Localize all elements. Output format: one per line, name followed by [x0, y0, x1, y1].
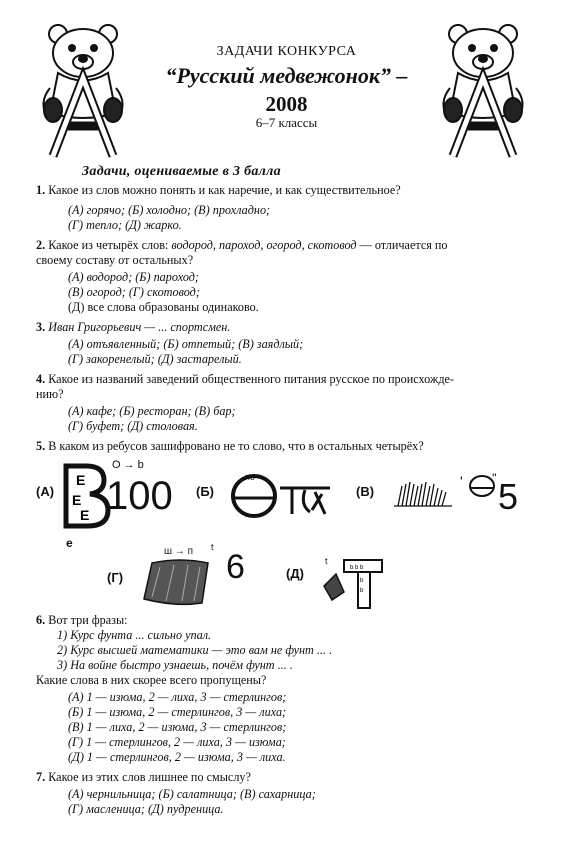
- rebus-a-label: (А): [36, 484, 55, 499]
- q2-options-line2: [68, 285, 200, 300]
- rebus-d-label: (Д): [286, 566, 304, 581]
- question-2-line2: своему составу от остальных?: [36, 253, 194, 267]
- rebus-g-number: 6: [226, 548, 245, 586]
- options-text: (Г) закоренелый; (Д) застарелый.: [68, 352, 242, 366]
- question-2: [36, 238, 531, 253]
- q6-option-v: [68, 720, 286, 735]
- contest-name: “Русский медвежонок” –: [165, 63, 408, 88]
- rebus-g-small-letter: е: [66, 536, 73, 550]
- svg-text:': ': [460, 473, 463, 489]
- question-number: 5.: [36, 439, 46, 453]
- options-text: (Г) масленица; (Д) пудреница.: [68, 802, 224, 816]
- options-text: (А) чернильница; (Б) салатница; (В) сахарница;: [68, 787, 316, 801]
- question-text: Какое из этих слов лишнее по смыслу?: [48, 770, 251, 784]
- q4-options-line2: [68, 419, 198, 434]
- rebus-v-label: (В): [356, 484, 375, 499]
- question-6-part2: Какие слова в них скорее всего пропущены?: [36, 673, 267, 687]
- svg-text:E: E: [80, 507, 90, 523]
- rebus-v-comb-icon: [392, 478, 462, 508]
- options-text: (Д) 1 — стерлингов, 2 — изюма, 3 — лиха.: [68, 750, 286, 764]
- q2-options-line3: (Д) все слова образованы одинаково.: [68, 300, 259, 314]
- question-6: [36, 613, 531, 628]
- q2-options-line1: [68, 270, 199, 285]
- rebus-a-substitution: О → b: [112, 459, 144, 471]
- q4-options-line1: [68, 404, 236, 419]
- question-3: [36, 320, 531, 335]
- options-text: (Г) 1 — стерлингов, 2 — лиха, 3 — изюма;: [68, 735, 286, 749]
- rebus-g-blanket-icon: [140, 555, 215, 610]
- options-text: (А) горячо; (Б) холодно; (В) прохладно;: [68, 203, 271, 217]
- rebus-d-letter-t-icon: [320, 556, 390, 611]
- q6-option-d: [68, 750, 286, 765]
- options-text: (А) отъявленный; (Б) отпетый; (В) заядлый;: [68, 337, 304, 351]
- rebus-v-letter-e-icon: [458, 470, 502, 500]
- svg-text:E: E: [72, 492, 82, 508]
- question-7: [36, 770, 531, 785]
- svg-text:b: b: [360, 578, 364, 584]
- options-text: (Б) 1 — изюма, 2 — стерлингов, 3 — лиха;: [68, 705, 287, 719]
- question-5: [36, 439, 531, 454]
- q3-options-line2: [68, 352, 242, 367]
- grade-level: 6–7 классы: [255, 115, 318, 130]
- question-4: [36, 372, 531, 387]
- svg-text:b b b: b b b: [350, 565, 364, 571]
- q6-option-a: [68, 690, 286, 705]
- question-text: Вот три фразы:: [48, 613, 128, 627]
- q6-phrase-1: [57, 628, 211, 643]
- contest-title: ЗАДАЧИ КОНКУРСА: [216, 44, 357, 59]
- question-number: 6.: [36, 613, 46, 627]
- options-text: (В) 1 — лиха, 2 — изюма, 3 — стерлингов;: [68, 720, 287, 734]
- question-text: Какое из слов можно понять и как наречие, и как существительное?: [48, 183, 401, 197]
- question-number: 4.: [36, 372, 46, 386]
- phrase-text: 1) Курс фунта ... сильно упал.: [57, 628, 212, 642]
- q6-phrase-3: [57, 658, 293, 673]
- phrase-text: 3) На войне быстро узнаешь, почём фунт ... .: [57, 658, 293, 672]
- question-number: 3.: [36, 320, 46, 334]
- options-text: (Г) тепло; (Д) жарко.: [68, 218, 182, 232]
- question-number: 7.: [36, 770, 46, 784]
- question-1: [36, 183, 531, 198]
- rebus-b-label: (Б): [196, 484, 215, 499]
- svg-text:E: E: [76, 472, 86, 488]
- rebus-a-number: 100: [106, 474, 173, 518]
- bear-logo-right: [428, 18, 538, 158]
- question-number: 1.: [36, 183, 46, 197]
- question-text-tail: — отличается по: [356, 238, 448, 252]
- question-text: Иван Григорьевич — ... спортсмен.: [48, 320, 231, 334]
- phrase-text: 2) Курс высшей математики — это вам не фунт ... .: [57, 643, 333, 657]
- options-text: (В) огород; (Г) скотовод;: [68, 285, 200, 299]
- question-words: водород, пароход, огород, скотовод: [171, 238, 357, 252]
- q6-option-b: [68, 705, 286, 720]
- rebus-g-substitution: ш → п: [164, 546, 193, 557]
- rebus-d-small-t: t: [325, 556, 328, 566]
- svg-text:b: b: [360, 588, 364, 594]
- contest-year: 2008: [265, 92, 308, 116]
- q6-phrase-2: [57, 643, 332, 658]
- q3-options-line1: [68, 337, 303, 352]
- question-text: Какое из четырёх слов:: [48, 238, 172, 252]
- options-text: (А) 1 — изюма, 2 — лиха, 3 — стерлингов;: [68, 690, 287, 704]
- q6-option-g: [68, 735, 286, 750]
- rebus-g-small-t: t: [211, 542, 214, 552]
- question-text: В каком из ребусов зашифровано не то слово, что в остальных четырёх?: [48, 439, 424, 453]
- q1-options-line2: [68, 218, 182, 233]
- options-text: (А) кафе; (Б) ресторан; (В) бар;: [68, 404, 236, 418]
- rebus-g-label: (Г): [107, 570, 124, 585]
- question-number: 2.: [36, 238, 46, 252]
- svg-text:'': '': [492, 471, 497, 485]
- rebus-v-number: 5: [498, 476, 519, 517]
- section-title: Задачи, оцениваемые в 3 балла: [82, 164, 281, 179]
- options-text: (Г) буфет; (Д) столовая.: [68, 419, 198, 433]
- bear-logo-left: [28, 18, 138, 158]
- rebus-b-word: по: [245, 472, 255, 482]
- q7-options-line1: [68, 787, 316, 802]
- options-text: (А) водород; (Б) пароход;: [68, 270, 199, 284]
- question-text: Какое из названий заведений общественного питания русское по происхожде-: [48, 372, 455, 386]
- q1-options-line1: [68, 203, 270, 218]
- question-4-line2: нию?: [36, 387, 64, 401]
- q7-options-line2: [68, 802, 224, 817]
